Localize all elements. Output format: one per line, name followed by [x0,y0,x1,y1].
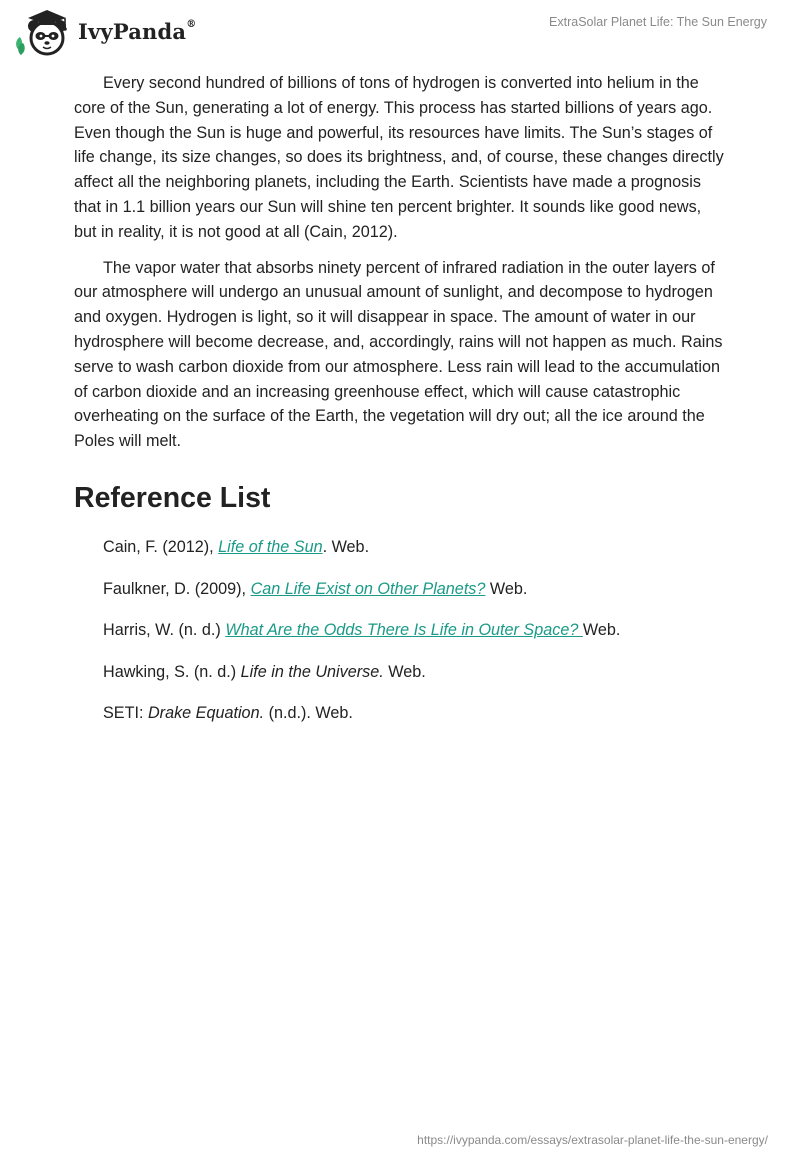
reference-title: Drake Equation. [147,704,265,723]
reference-item: SETI: Drake Equation. (n.d.). Web. [103,704,353,723]
reference-title: Life in the Universe. [240,662,384,681]
page-header [0,0,800,70]
reference-link[interactable]: Life of the Sun [218,537,323,556]
reference-item: Hawking, S. (n. d.) Life in the Universe. Web. [103,662,426,681]
essay-content [74,71,724,744]
logo-text: IvyPanda® [78,18,197,44]
reference-item: Faulkner, D. (2009), Can Life Exist on Other Planets? Web. [103,579,528,598]
paragraph: The vapor water that absorbs ninety percent of infrared radiation in the outer layers of our atmosphere will undergo an unusual amount of sunlight, and decompose to hydrogen and oxygen. Hydrogen is light, so it will disappear in space. The amount of water in our hydrosphere will become decrease, and, accordingly, rains will not happen as much. Rains serve to wash carbon dioxide from our atmosphere. Less rain will lead to the accumulation of carbon dioxide and an increasing greenhouse effect, which will cause catastrophic overheating on the surface of the Earth, the vegetation will dry out; all the ice around the Poles will melt. [74,258,723,451]
source-url[interactable]: https://ivypanda.com/essays/extrasolar-planet-life-the-sun-energy/ [417,1133,768,1147]
reference-item: Harris, W. (n. d.) What Are the Odds There Is Life in Outer Space? Web. [103,621,621,640]
logo[interactable] [14,7,196,57]
reference-link[interactable]: What Are the Odds There Is Life in Outer Space? [225,621,583,640]
document-title: ExtraSolar Planet Life: The Sun Energy [549,15,767,29]
reference-link[interactable]: Can Life Exist on Other Planets? [250,579,486,598]
panda-logo-icon [14,7,72,57]
reference-list-heading: Reference List [74,481,271,514]
paragraph: Every second hundred of billions of tons of hydrogen is converted into helium in the core of the Sun, generating a lot of energy. This process has started billions of years ago. Even though the Sun is huge and powerful, its resources have limits. The Sun’s stages of life change, its size changes, so does its brightness, and, of course, these changes directly affect all the neighboring planets, including the Earth. Scientists have made a prognosis that in 1.1 billion years our Sun will shine ten percent brighter. It sounds like good news, but in reality, it is not good at all (Cain, 2012). [74,74,724,241]
reference-list [74,536,724,724]
reference-item: Cain, F. (2012), Life of the Sun. Web. [103,537,370,556]
